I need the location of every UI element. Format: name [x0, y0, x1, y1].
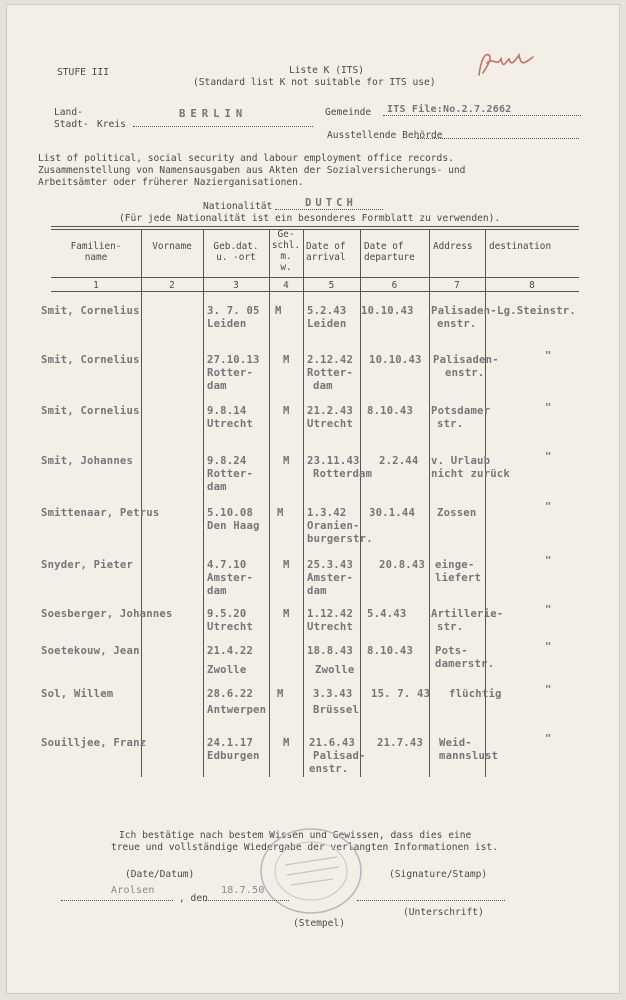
cell-birth-date: 24.1.17	[207, 737, 254, 749]
cell-sex: M	[283, 354, 290, 366]
cell-address: Potsdamer	[431, 405, 491, 417]
cell-destination: "	[545, 555, 552, 567]
stadt-label: Stadt-	[54, 119, 89, 130]
cell-arrival: 25.3.43	[307, 559, 354, 571]
cell-birth-place: Utrecht	[207, 418, 254, 430]
cell-sex: M	[277, 507, 284, 519]
cell-name: Sol, Willem	[41, 688, 114, 700]
cell-arrival: 18.8.43	[307, 645, 354, 657]
cell-destination: "	[545, 684, 552, 696]
liste-subtitle: (Standard list K not suitable for ITS use)	[193, 77, 436, 88]
stempel-label: (Stempel)	[293, 918, 345, 929]
cell-birth-place: Edburgen	[207, 750, 260, 762]
date-label: (Date/Datum)	[125, 869, 195, 880]
cell-name: Soetekouw, Jean	[41, 645, 140, 657]
cell-birth-date: 28.6.22	[207, 688, 254, 700]
nationalitaet-value: DUTCH	[305, 197, 357, 209]
cell-destination: "	[545, 451, 552, 463]
cell-departure: 10.10.43	[361, 305, 414, 317]
cell-name: Souilljee, Franz	[41, 737, 147, 749]
cell-arrival: 23.11.43	[307, 455, 360, 467]
cell-address: Artillerie-	[431, 608, 504, 620]
cell-birth-place: Rotter-	[207, 468, 254, 480]
col-date-departure: Date of departure	[364, 241, 415, 263]
cell-address: Zossen	[437, 507, 477, 519]
certification-line-1: Ich bestätige nach bestem Wissen und Gewissen, dass dies eine	[119, 830, 472, 841]
cell-arrival-2: Brüssel	[313, 704, 360, 716]
cell-birth-date: 5.10.08	[207, 507, 254, 519]
cell-destination: "	[545, 350, 552, 362]
cell-address: Palisaden-	[431, 305, 497, 317]
cell-arrival-3: dam	[313, 380, 333, 392]
cell-departure: 21.7.43	[377, 737, 424, 749]
col-date-arrival: Date of arrival	[306, 241, 346, 263]
land-label: Land-	[54, 107, 83, 118]
cell-birth-place: Zwolle	[207, 664, 247, 676]
den-label: , den	[179, 893, 208, 904]
cell-arrival-2: Rotterdam	[313, 468, 373, 480]
col-familienname: Familien- name	[70, 241, 122, 263]
cell-destination: "	[545, 641, 552, 653]
description-de-1: Zusammenstellung von Namensausgaben aus Akten der Sozialversicherungs- und	[38, 165, 466, 176]
cell-birth-date: 4.7.10	[207, 559, 247, 571]
cell-sex: M	[277, 688, 284, 700]
cell-arrival: 1.3.42	[307, 507, 347, 519]
cell-name: Soesberger, Johannes	[41, 608, 173, 620]
cell-birth-date: 3. 7. 05	[207, 305, 260, 317]
cell-arrival-3: burgerstr.	[307, 533, 373, 545]
col-geb-dat: Geb.dat. u. -ort	[213, 241, 259, 263]
cell-arrival-2: Utrecht	[307, 418, 354, 430]
cell-destination: "	[545, 733, 552, 745]
cell-name: Smit, Cornelius	[41, 305, 140, 317]
col-number: 3	[233, 280, 239, 291]
cell-address-2: str.	[437, 418, 464, 430]
cell-address: Pots-	[435, 645, 468, 657]
cell-birth-place: Leiden	[207, 318, 247, 330]
cell-address: flüchtig	[449, 688, 502, 700]
cell-address-2: damerstr.	[435, 658, 495, 670]
liste-title: Liste K (ITS)	[289, 65, 365, 76]
cell-address: einge-	[435, 559, 475, 571]
cell-arrival: 3.3.43	[313, 688, 353, 700]
cell-name: Snyder, Pieter	[41, 559, 134, 571]
col-destination: destination	[489, 241, 552, 252]
cell-destination: Lg.Steinstr.	[497, 305, 576, 317]
col-number: 2	[169, 280, 175, 291]
cell-destination: "	[545, 402, 552, 414]
cell-birth-place: Amster-	[207, 572, 254, 584]
cell-address-2: liefert	[435, 572, 482, 584]
col-number: 4	[283, 280, 289, 291]
cell-arrival: 21.6.43	[309, 737, 356, 749]
nationalitaet-label: Nationalität	[203, 201, 273, 212]
cell-birth-place: Utrecht	[207, 621, 254, 633]
cell-address: v. Urlaub	[431, 455, 491, 467]
stufe-label: STUFE III	[57, 67, 109, 78]
cell-arrival: 5.2.43	[307, 305, 347, 317]
cell-address: Palisaden-	[433, 354, 499, 366]
cell-birth-place-2: dam	[207, 585, 227, 597]
cell-arrival-3: enstr.	[309, 763, 349, 775]
cell-departure: 5.4.43	[367, 608, 407, 620]
ausstellende-label: Ausstellende Behörde	[327, 130, 443, 141]
kreis-value: BERLIN	[179, 108, 248, 120]
cell-departure: 15. 7. 43	[371, 688, 431, 700]
kreis-label: Kreis	[97, 119, 126, 130]
cell-birth-place-2: dam	[207, 380, 227, 392]
cell-destination: "	[545, 604, 552, 616]
cell-birth-date: 27.10.13	[207, 354, 260, 366]
cell-name: Smit, Johannes	[41, 455, 134, 467]
col-address: Address	[433, 241, 473, 252]
gemeinde-value: ITS File:No.2.7.2662	[387, 104, 512, 115]
col-vorname: Vorname	[152, 241, 192, 252]
cell-arrival-2: Leiden	[307, 318, 347, 330]
cell-arrival-3: dam	[307, 585, 327, 597]
cell-sex: M	[275, 305, 282, 317]
cell-birth-place: Den Haag	[207, 520, 260, 532]
col-number: 6	[391, 280, 398, 291]
cell-arrival: 2.12.42	[307, 354, 354, 366]
cell-arrival: 21.2.43	[307, 405, 354, 417]
cell-address-2: nicht zurück	[431, 468, 510, 480]
cell-sex: M	[283, 559, 290, 571]
cell-arrival-2: Utrecht	[307, 621, 354, 633]
cell-sex: M	[283, 455, 290, 467]
cell-sex: M	[283, 608, 290, 620]
cell-departure: 8.10.43	[367, 645, 414, 657]
cell-birth-place-2: dam	[207, 481, 227, 493]
cell-address-2: enstr.	[437, 318, 477, 330]
cell-arrival-2: Zwolle	[315, 664, 355, 676]
col-number: 8	[529, 280, 535, 291]
cell-address-2: str.	[437, 621, 464, 633]
cell-departure: 8.10.43	[367, 405, 414, 417]
cell-address: Weid-	[439, 737, 472, 749]
document-page	[6, 4, 620, 994]
cell-sex: M	[283, 405, 290, 417]
signature-label: (Signature/Stamp)	[389, 869, 488, 880]
cell-birth-date: 9.5.20	[207, 608, 247, 620]
cell-departure: 30.1.44	[369, 507, 416, 519]
cell-birth-place: Rotter-	[207, 367, 254, 379]
description-de-2: Arbeitsämter oder früherer Nazierganisationen.	[38, 177, 304, 188]
cell-name: Smit, Cornelius	[41, 354, 140, 366]
cell-departure: 20.8.43	[379, 559, 426, 571]
certification-line-2: treue und vollständige Wiedergabe der verlangten Informationen ist.	[111, 842, 498, 853]
col-geschl: Ge- schl. m. w.	[271, 229, 301, 273]
cell-name: Smittenaar, Petrus	[41, 507, 160, 519]
formblatt-note: (Für jede Nationalität ist ein besonderes Formblatt zu verwenden).	[119, 213, 501, 224]
cell-birth-date: 9.8.24	[207, 455, 247, 467]
cell-departure: 2.2.44	[379, 455, 419, 467]
cell-address-2: enstr.	[445, 367, 485, 379]
cell-arrival-2: Rotter-	[307, 367, 354, 379]
date-value: 18.7.50	[221, 885, 265, 896]
cell-destination: "	[545, 501, 552, 513]
cell-arrival-2: Amster-	[307, 572, 354, 584]
cell-name: Smit, Cornelius	[41, 405, 140, 417]
place-value: Arolsen	[111, 885, 155, 896]
official-stamp	[257, 823, 365, 919]
cell-sex: M	[283, 737, 290, 749]
col-number: 7	[454, 280, 460, 291]
description-en: List of political, social security and labour employment office records.	[38, 153, 454, 164]
cell-birth-date: 9.8.14	[207, 405, 247, 417]
gemeinde-label: Gemeinde	[325, 107, 372, 118]
handwritten-annotation	[475, 45, 541, 83]
cell-birth-date: 21.4.22	[207, 645, 254, 657]
col-number: 5	[328, 280, 335, 291]
cell-address-2: mannslust	[439, 750, 499, 762]
unterschrift-label: (Unterschrift)	[403, 907, 484, 918]
cell-arrival-2: Oranien-	[307, 520, 360, 532]
cell-arrival-2: Palisad-	[313, 750, 366, 762]
cell-arrival: 1.12.42	[307, 608, 354, 620]
cell-departure: 10.10.43	[369, 354, 422, 366]
cell-birth-place: Antwerpen	[207, 704, 267, 716]
col-number: 1	[93, 280, 99, 291]
